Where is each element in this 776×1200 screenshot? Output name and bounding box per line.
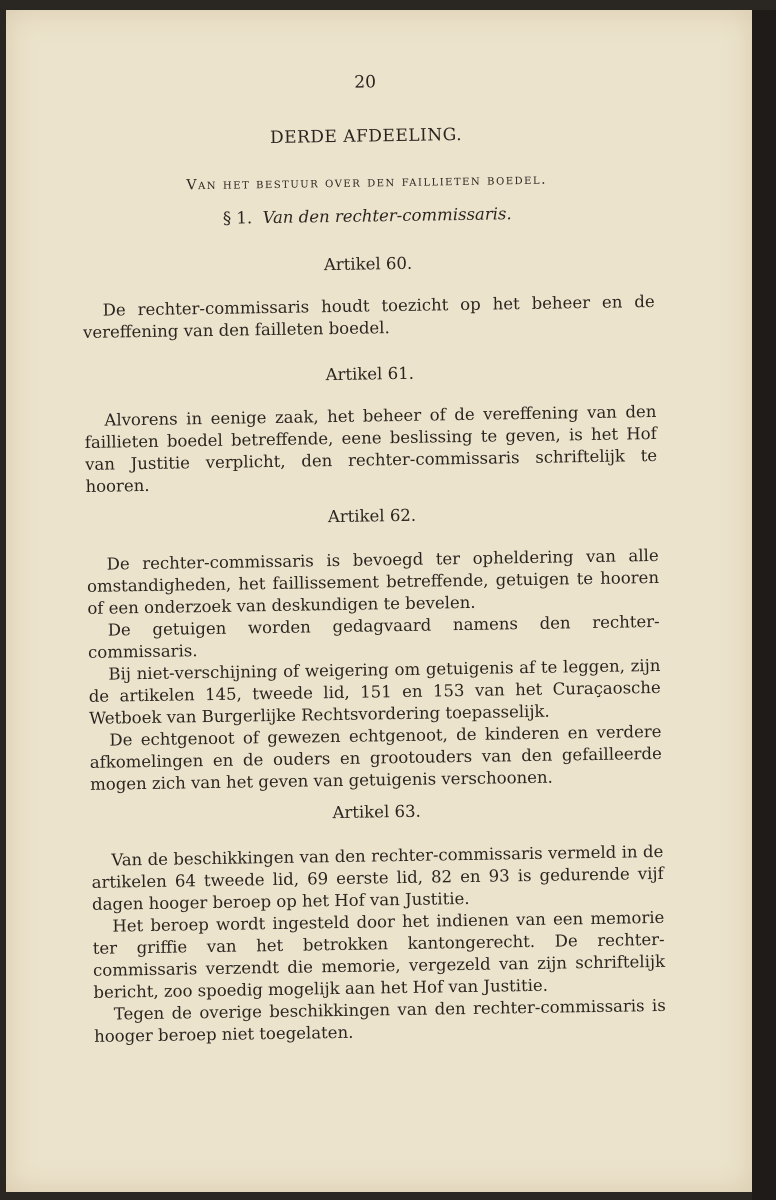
page-content — [78, 1, 666, 1046]
book-page — [6, 10, 752, 1192]
paragraph-heading — [81, 201, 653, 232]
article-paragraph: Tegen de overige beschikkingen van den rechter-commissaris is hooger beroep niet toegelaten. — [93, 995, 666, 1046]
article-paragraph: De getuigen worden gedagvaard namens den rechter-commissaris. — [87, 611, 660, 662]
article-heading: Artikel 60. — [323, 253, 413, 275]
section-subtitle: Van het bestuur over den faillieten boedel. — [186, 171, 548, 194]
article-heading: Artikel 61. — [325, 363, 415, 385]
article-paragraph: De echtgenoot of gewezen echtgenoot, de kinderen en verdere afkomelingen en de ouders en grootouders van den gefailleerde mogen zich van het geven van getuigenis verschoonen. — [89, 721, 662, 794]
article-paragraph: Alvorens in eenige zaak, het beheer of de vereffening van den faillieten boedel betreffende, eene beslissing te geven, is het Hof van Justitie verplicht, den rechter-commissaris schriftelijk te hooren. — [84, 401, 658, 496]
article-paragraph: Bij niet-verschijning of weigering om getuigenis af te leggen, zijn de artikelen 145, tweede lid, 151 en 153 van het Curaçaosche Wetboek van Burgerlijke Rechtsvordering toepasselijk. — [88, 655, 661, 728]
article-paragraph: De rechter-commissaris is bevoegd ter opheldering van alle omstandigheden, het faillissement betreffende, getuigen te hooren of een onderzoek van deskundigen te bevelen. — [86, 545, 660, 618]
article-heading: Artikel 63. — [332, 801, 421, 823]
article-paragraph: Het beroep wordt ingesteld door het indienen van een memorie ter griffie van het betrokken kantongerecht. De rechter-commissaris verzendt die memorie, vergezeld van zijn schriftelijk bericht, zoo spoedig mogelijk aan het Hof van Justitie. — [92, 907, 666, 1002]
article-text — [83, 291, 656, 344]
paragraph-sign: § 1. — [222, 208, 253, 228]
article-paragraph: Van de beschikkingen van den rechter-commissaris vermeld in de artikelen 64 tweede lid, 69 eerste lid, 82 en 93 is gedurende vijf dagen hooger beroep op het Hof van Justitie. — [91, 841, 664, 914]
article-heading: Artikel 62. — [327, 505, 417, 527]
article-text — [91, 841, 666, 1048]
paragraph-title: Van den rechter-commissaris. — [262, 204, 512, 228]
article-paragraph: De rechter-commissaris houdt toezicht op het beheer en de vereffening van den failleten boedel. — [82, 291, 655, 342]
article-text — [87, 545, 663, 796]
page-number: 20 — [354, 72, 377, 93]
article-text — [84, 401, 657, 498]
section-title: DERDE AFDEELING. — [269, 124, 463, 148]
scan-edge — [752, 10, 776, 1200]
